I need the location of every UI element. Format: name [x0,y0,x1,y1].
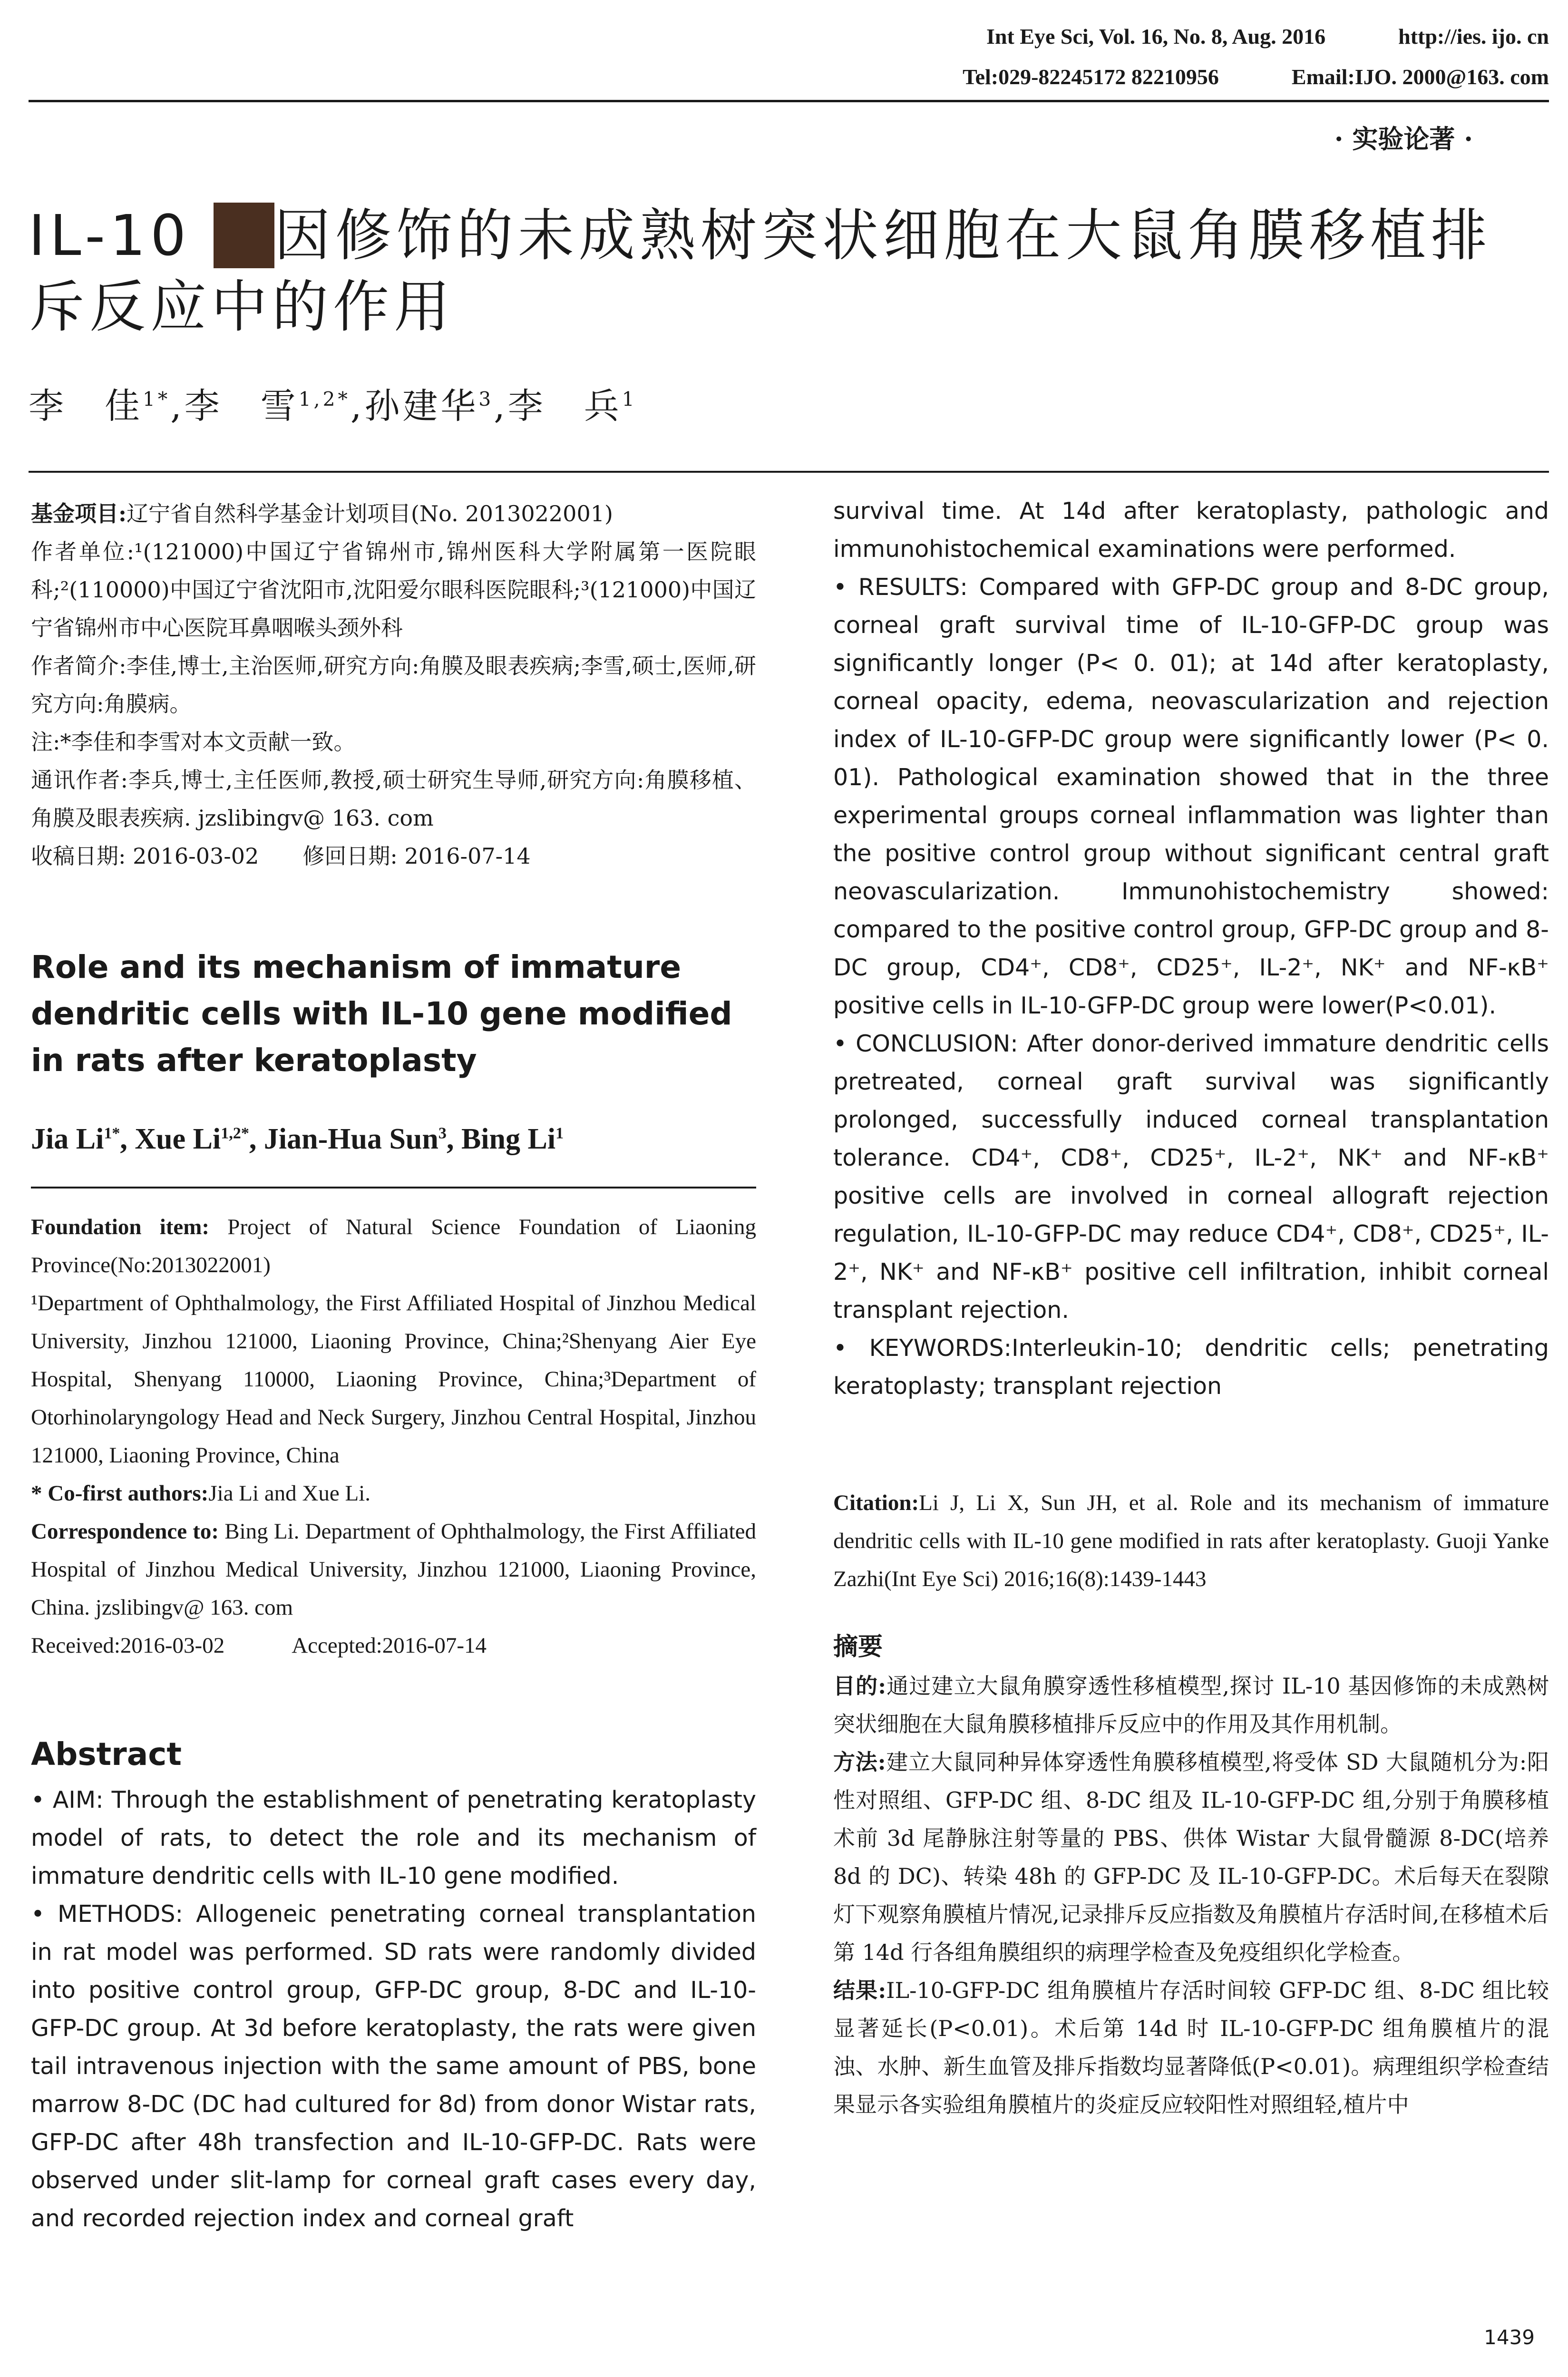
authors-en: Jia $Li^{1*}$, Xue $Li^{1,2*}$, Jian-Hua Sun$^3$, Bing Li$^1$ [31,1123,564,1155]
affiliations-en: Foundation item: Project of Natural Science Foundation of Liaoning Province(No:2013022001) ¹Department of Ophthalmology, the First Affiliated Hospital of Jinzhou Medical University, Jinzhou 121000, Liaoning Province, China;²Shenyang Aier Eye Hospital, Shenyang 110000, Liaoning Province, China;³Department of Otorhinolaryngology Head and Neck Surgery, Jinzhou Central Hospital, Jinzhou 121000, Liaoning Province, China * Co-first authors:Jia Li and Xue Li. Correspondence to: Bing Li. Department of Ophthalmology, the First Affiliated Hospital of Jinzhou Medical University, Jinzhou 121000, Liaoning Province, China. jzslibingv@ 163. com Received:2016-03-02 Accepted:2016-07-14 [31,1215,756,1658]
header-rule [29,100,1549,102]
header-line-2: Tel:029-82245172 82210956 Email:IJO. 2000@163. com [963,65,1549,89]
abstract-cn-heading: 摘要 [833,1632,883,1661]
page-number: 1439 [1484,2326,1535,2349]
highlighted-character: 基 [213,203,274,268]
title-en: Role and its mechanism of immature dendritic cells with IL-10 gene modified in rats after keratoplasty [31,949,732,1079]
authors-cn: 李 佳$^{1*}$,李 雪$^{1,2*}$,孙建华$^3$,李 兵$^1$ [29,386,637,427]
abstract-left: • AIM: Through the establishment of penetrating keratoplasty model of rats, to detect the role and its mechanism of immature dendritic cells with IL-10 gene modified. • METHODS: Allogeneic penetrating corneal transplantation in rat model was performed. SD rats were randomly divided into positive control group, GFP-DC group, 8-DC and IL-10-GFP-DC group. At 3d before keratoplasty, the rats were given tail intravenous injection with the same amount of PBS, bone marrow 8-DC (DC had cultured for 8d) from donor Wistar rats, GFP-DC after 48h transfection and IL-10-GFP-DC. Rats were observed under slit-lamp for corneal graft cases every day, and recorded rejection index and corneal graft [31,1786,756,2232]
header-line-1: Int Eye Sci, Vol. 16, No. 8, Aug. 2016 http://ies. ijo. cn [986,24,1549,49]
citation: Citation:Li J, Li X, Sun JH, et al. Role and its mechanism of immature dendritic cells with IL-10 gene modified in rats after keratoplasty. Guoji Yanke Zazhi(Int Eye Sci) 2016;16(8):1439-1443 [833,1490,1549,1591]
title-cn: IL-10 基因修饰的未成熟树突状细胞在大鼠角膜移植排斥反应中的作用 [29,203,1492,340]
affiliations-rule [31,1187,756,1188]
abstract-cn: 目的:通过建立大鼠角膜穿透性移植模型,探讨 IL-10 基因修饰的未成熟树突状细胞在大鼠角膜移植排斥反应中的作用及其作用机制。 方法:建立大鼠同种异体穿透性角膜移植模型,将受体 SD 大鼠随机分为:阳性对照组、GFP-DC 组、8-DC 组及 IL-10-GFP-DC 组,分别于角膜移植术前 3d 尾静脉注射等量的 PBS、供体 Wistar 大鼠骨髓源 8-DC(培养 8d 的 DC)、转染 48h 的 GFP-DC 及 IL-10-GFP-DC。术后每天在裂隙灯下观察角膜植片情况,记录排斥反应指数及角膜植片存活时间,在移植术后第 14d 行各组角膜组织的病理学检查及免疫组织化学检查。 结果:IL-10-GFP-DC 组角膜植片存活时间较 GFP-DC 组、8-DC 组比较显著延长(P<0.01)。术后第 14d 时 IL-10-GFP-DC 组角膜植片的混浊、水肿、新生血管及排斥指数均显著降低(P<0.01)。病理组织学检查结果显示各实验组角膜植片的炎症反应较阳性对照组轻,植片中 [833,1673,1549,2117]
abstract-right: survival time. At 14d after keratoplasty, pathologic and immunohistochemical examinations were performed. • RESULTS: Compared with GFP-DC group and 8-DC group, corneal graft survival time of IL-10-GFP-DC group was significantly longer (P< 0. 01); at 14d after keratoplasty, corneal opacity, edema, neovascularization and rejection index of IL-10-GFP-DC group were significantly lower (P< 0. 01). Pathological examination showed that in the three experimental groups corneal inflammation was lighter than the positive control group without significant central graft neovascularization. Immunohistochemistry showed: compared to the positive control group, GFP-DC group and 8-DC group, CD4⁺, CD8⁺, CD25⁺, IL-2⁺, NK⁺ and NF-κB⁺ positive cells in IL-10-GFP-DC group were lower(P<0.01). • CONCLUSION: After donor-derived immature dendritic cells pretreated, corneal graft survival was significantly prolonged, successfully induced corneal transplantation tolerance. CD4⁺, CD8⁺, CD25⁺, IL-2⁺, NK⁺ and NF-κB⁺ positive cells are involved in corneal allograft rejection regulation, IL-10-GFP-DC may reduce CD4⁺, CD8⁺, CD25⁺, IL-2⁺, NK⁺ and NF-κB⁺ positive cell infiltration, inhibit corneal transplant rejection. • KEYWORDS:Interleukin-10; dendritic cells; penetrating keratoplasty; transplant rejection [833,497,1549,1400]
abstract-heading: Abstract [31,1736,182,1773]
section-tag: · 实验论著 · [1334,124,1473,154]
info-cn: 基金项目:辽宁省自然科学基金计划项目(No. 2013022001) 作者单位:¹(121000)中国辽宁省锦州市,锦州医科大学附属第一医院眼科;²(110000)中国辽宁省沈阳市,沈阳爱尔眼科医院眼科;³(121000)中国辽宁省锦州市中心医院耳鼻咽喉头颈外科 作者简介:李佳,博士,主治医师,研究方向:角膜及眼表疾病;李雪,硕士,医师,研究方向:角膜病。 注:*李佳和李雪对本文贡献一致。 通讯作者:李兵,博士,主任医师,教授,硕士研究生导师,研究方向:角膜移植、角膜及眼表疾病. jzslibingv@ 163. com 收稿日期: 2016-03-02 修回日期: 2016-07-14 [31,501,756,869]
title-rule [29,471,1549,473]
